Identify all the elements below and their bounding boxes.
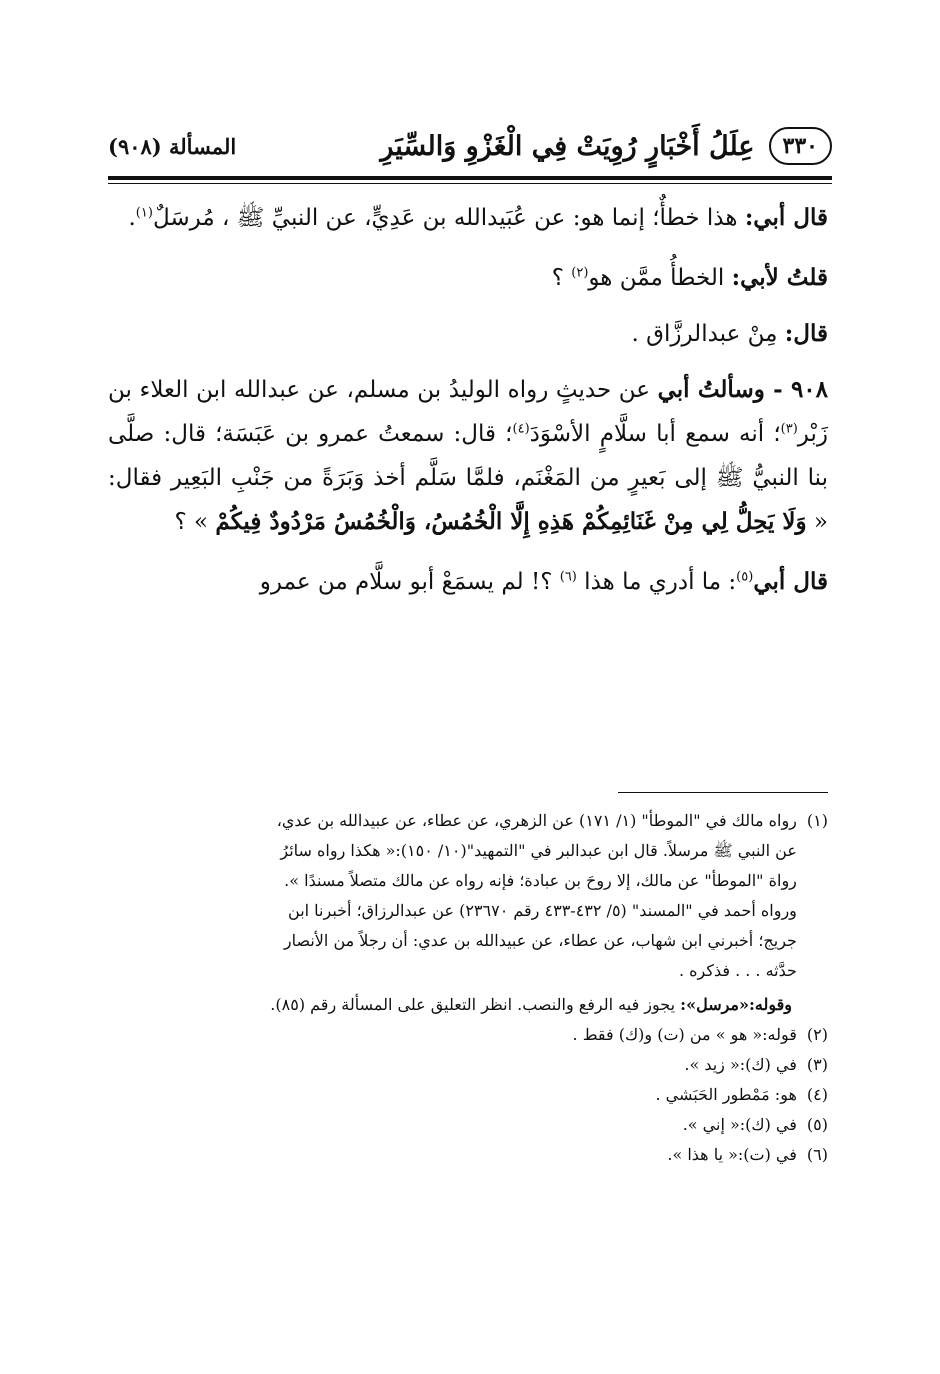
paragraph-3-lead: قال: <box>784 320 828 347</box>
footnote-4 <box>108 1080 828 1110</box>
footnote-1-line: رواه مالك في "الموطأ" (١/ ١٧١) عن الزهري، عن عطاء، عن عبيدالله بن عدي، <box>276 811 797 830</box>
footnote-1-remark <box>108 990 828 1020</box>
paragraph-4-text-c: ؛ قال: سمعتُ عمرو بن عَبَسَة؛ قال: صلَّى بنا النبيُّ ﷺ إلى بَعيرٍ من المَغْنَم، فلمَّا سَلَّم أخذ وَبَرَةً من جَنْبِ البَعِير فقال: « <box>108 421 828 535</box>
footnote-1-line: رواة "الموطأ" عن مالك، إلا روحَ بن عبادة؛ فإنه رواه عن مالك متصلاً مسندًا ». <box>284 871 797 890</box>
footnote-4-text: هو: مَمْطور الحَبَشي . <box>655 1085 797 1104</box>
paragraph-2 <box>108 256 828 300</box>
paragraph-1-lead: قال أبي: <box>744 204 828 231</box>
footnote-3 <box>108 1050 828 1080</box>
page-number: ٣٣٠ <box>769 127 832 165</box>
footnote-4-number: (٤) <box>806 1085 828 1104</box>
footnote-1-line: ورواه أحمد في "المسند" (٥/ ٤٣٢-٤٣٣ رقم ٢٣٦٧٠) عن عبدالرزاق؛ أخبرنا ابن <box>288 901 797 920</box>
footnote-3-text: في (ك):« زيد ». <box>684 1055 797 1074</box>
header-rule-thick <box>108 176 832 180</box>
book-title: عِلَلُ أَخْبَارٍ رُوِيَتْ فِي الْغَزْوِ وَالسِّيَرِ <box>380 130 755 162</box>
paragraph-5-lead: قال أبي <box>753 568 828 595</box>
paragraph-5-text-b: ؟! لم يسمَعْ أبو سلَّام من عمرو <box>259 569 560 595</box>
paragraph-1-text: هذا خطأٌ؛ إنما هو: عن عُبَيدالله بن عَدِيٍّ، عن النبيِّ ﷺ ، مُرسَلٌ <box>152 205 745 231</box>
footnote-1-body <box>108 806 797 986</box>
paragraph-2-text: الخطأُ ممَّن هو <box>588 265 732 291</box>
paragraph-5 <box>108 560 828 604</box>
page-header <box>108 118 832 174</box>
paragraph-5-text-a: : ما أدري ما هذا <box>576 569 737 595</box>
footnote-ref-3: (٣) <box>780 421 798 437</box>
footnote-ref-2: (٢) <box>571 265 589 281</box>
footnote-1-line: جريج؛ أخبرني ابن شهاب، عن عطاء، عن عبيدالله بن عدي: أن رجلاً من الأنصار <box>283 931 797 950</box>
main-text <box>108 196 828 620</box>
paragraph-3-text: مِنْ عبدالرزَّاق . <box>631 321 785 347</box>
footnote-1-line: حدَّثه . . . فذكره . <box>678 961 797 980</box>
footnote-6-number: (٦) <box>806 1145 828 1164</box>
footnote-5-number: (٥) <box>806 1115 828 1134</box>
footnote-ref-5: (٥) <box>736 569 754 585</box>
paragraph-4 <box>108 368 828 544</box>
header-title-group <box>380 127 832 165</box>
footnote-ref-1: (١) <box>135 205 153 221</box>
footnote-2-text: قوله:« هو » من (ت) و(ك) فقط . <box>572 1025 797 1044</box>
paragraph-1 <box>108 196 828 240</box>
paragraph-2-lead: قلتُ لأبي: <box>731 264 828 291</box>
paragraph-4-end: » ؟ <box>174 509 216 535</box>
issue-number-heading: ٩٠٨ - وسألتُ أبي <box>657 376 828 403</box>
paragraph-2-end: ؟ <box>551 265 572 291</box>
paragraph-4-text-a: عن حديثٍ رواه الوليدُ بن مسلم، عن عبدالله ابن العلاء بن زَبْر <box>108 377 828 447</box>
footnote-5-text: في (ك):« إني ». <box>682 1115 797 1134</box>
footnote-6-text: في (ت):« يا هذا ». <box>667 1145 797 1164</box>
paragraph-4-text-b: ؛ أنه سمع أبا سلَّامٍ الأسْوَدَ <box>529 421 781 447</box>
footnote-ref-4: (٤) <box>512 421 530 437</box>
footnote-1-remark-lead: وقوله:«مرسل»: <box>680 995 792 1014</box>
footnote-6 <box>108 1140 828 1170</box>
paragraph-3 <box>108 312 828 356</box>
footnotes <box>108 806 828 1170</box>
footnote-1 <box>108 806 828 986</box>
footnote-ref-6: (٦) <box>559 569 577 585</box>
paragraph-1-end: . <box>128 205 136 231</box>
header-rule-thin <box>108 183 832 184</box>
footnote-1-number: (١) <box>806 811 828 830</box>
footnote-1-remark-text: يجوز فيه الرفع والنصب. انظر التعليق على المسألة رقم (٨٥). <box>270 995 681 1014</box>
footnote-separator <box>618 792 828 793</box>
quoted-hadith-text: وَلَا يَحِلُّ لِي مِنْ غَنَائِمِكُمْ هَذِهِ إِلَّا الْخُمُسُ، وَالْخُمُسُ مَرْدُودٌ فِيكُمْ <box>215 508 807 535</box>
footnote-2 <box>108 1020 828 1050</box>
footnote-3-number: (٣) <box>806 1055 828 1074</box>
footnote-2-number: (٢) <box>806 1025 828 1044</box>
issue-label: المسألة (٩٠٨) <box>108 133 237 159</box>
footnote-1-line: عن النبي ﷺ مرسلاً. قال ابن عبدالبر في "التمهيد"(١٠/ ١٥٠):« هكذا رواه سائرُ <box>280 841 797 860</box>
footnote-5 <box>108 1110 828 1140</box>
